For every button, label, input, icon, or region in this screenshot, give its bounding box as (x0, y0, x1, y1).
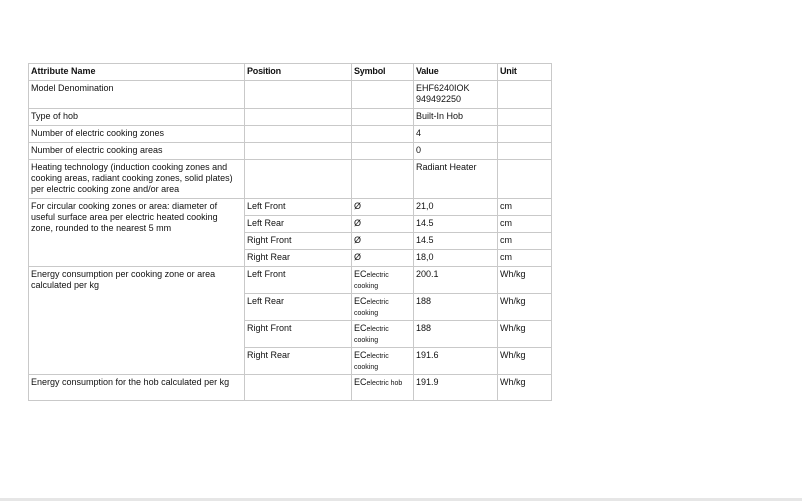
position-cell: Left Rear (245, 216, 352, 233)
value-cell: 14.5 (414, 216, 498, 233)
attribute-cell: Type of hob (29, 109, 245, 126)
row-energy-zone (29, 267, 552, 294)
header-unit: Unit (498, 64, 552, 81)
value-cell: 191.6 (414, 348, 498, 375)
row-areas (29, 143, 552, 160)
position-cell: Left Front (245, 199, 352, 216)
symbol-main: EC (354, 350, 367, 360)
position-cell (245, 126, 352, 143)
header-symbol: Symbol (352, 64, 414, 81)
symbol-cell (352, 348, 414, 375)
value-cell: 21,0 (414, 199, 498, 216)
value-cell: Built-In Hob (414, 109, 498, 126)
position-cell: Left Front (245, 267, 352, 294)
position-cell (245, 109, 352, 126)
value-cell: 191.9 (414, 375, 498, 401)
value-cell: 200.1 (414, 267, 498, 294)
symbol-cell: Ø (352, 199, 414, 216)
value-cell: 188 (414, 294, 498, 321)
position-cell (245, 375, 352, 401)
symbol-cell (352, 109, 414, 126)
symbol-main: EC (354, 377, 367, 387)
position-cell: Left Rear (245, 294, 352, 321)
value-cell: 4 (414, 126, 498, 143)
value-cell: EHF6240IOK 949492250 (414, 81, 498, 109)
position-cell: Right Front (245, 233, 352, 250)
unit-cell: Wh/kg (498, 294, 552, 321)
unit-cell: cm (498, 199, 552, 216)
symbol-main: EC (354, 323, 367, 333)
attribute-cell: Model Denomination (29, 81, 245, 109)
value-cell: 0 (414, 143, 498, 160)
symbol-cell (352, 267, 414, 294)
unit-cell (498, 160, 552, 199)
unit-cell: Wh/kg (498, 348, 552, 375)
attribute-cell: For circular cooking zones or area: diameter of useful surface area per electric heated cooking zone, rounded to the nearest 5 mm (29, 199, 245, 267)
value-cell: Radiant Heater (414, 160, 498, 199)
symbol-cell: Ø (352, 250, 414, 267)
unit-cell (498, 126, 552, 143)
header-position: Position (245, 64, 352, 81)
header-attribute: Attribute Name (29, 64, 245, 81)
attribute-cell: Number of electric cooking zones (29, 126, 245, 143)
position-cell: Right Front (245, 321, 352, 348)
row-energy-hob (29, 375, 552, 401)
header-row (29, 64, 552, 81)
unit-cell (498, 143, 552, 160)
symbol-cell: Ø (352, 233, 414, 250)
attribute-cell: Number of electric cooking areas (29, 143, 245, 160)
unit-cell: Wh/kg (498, 321, 552, 348)
row-model (29, 81, 552, 109)
symbol-subscript: electric hob (366, 380, 403, 387)
unit-cell: cm (498, 216, 552, 233)
position-cell (245, 160, 352, 199)
symbol-cell (352, 375, 414, 401)
symbol-subscript: electric cooking (354, 326, 389, 344)
symbol-cell: Ø (352, 216, 414, 233)
unit-cell (498, 81, 552, 109)
product-info-table (28, 63, 552, 401)
unit-cell: cm (498, 250, 552, 267)
attribute-cell: Heating technology (induction cooking zones and cooking areas, radiant cooking zones, solid plates) per electric cooking zone and/or area (29, 160, 245, 199)
symbol-cell (352, 294, 414, 321)
symbol-cell (352, 143, 414, 160)
position-cell (245, 81, 352, 109)
attribute-cell: Energy consumption for the hob calculated per kg (29, 375, 245, 401)
row-zones (29, 126, 552, 143)
symbol-subscript: electric cooking (354, 353, 389, 371)
symbol-cell (352, 321, 414, 348)
header-value: Value (414, 64, 498, 81)
row-hob-type (29, 109, 552, 126)
unit-cell: Wh/kg (498, 375, 552, 401)
value-cell: 188 (414, 321, 498, 348)
unit-cell (498, 109, 552, 126)
position-cell (245, 143, 352, 160)
unit-cell: cm (498, 233, 552, 250)
position-cell: Right Rear (245, 250, 352, 267)
value-cell: 18,0 (414, 250, 498, 267)
symbol-cell (352, 160, 414, 199)
symbol-main: EC (354, 269, 367, 279)
row-diameter (29, 199, 552, 216)
attribute-cell: Energy consumption per cooking zone or area calculated per kg (29, 267, 245, 375)
symbol-subscript: electric cooking (354, 299, 389, 317)
symbol-main: EC (354, 296, 367, 306)
symbol-subscript: electric cooking (354, 272, 389, 290)
value-cell: 14.5 (414, 233, 498, 250)
symbol-cell (352, 81, 414, 109)
row-heating (29, 160, 552, 199)
symbol-cell (352, 126, 414, 143)
position-cell: Right Rear (245, 348, 352, 375)
unit-cell: Wh/kg (498, 267, 552, 294)
